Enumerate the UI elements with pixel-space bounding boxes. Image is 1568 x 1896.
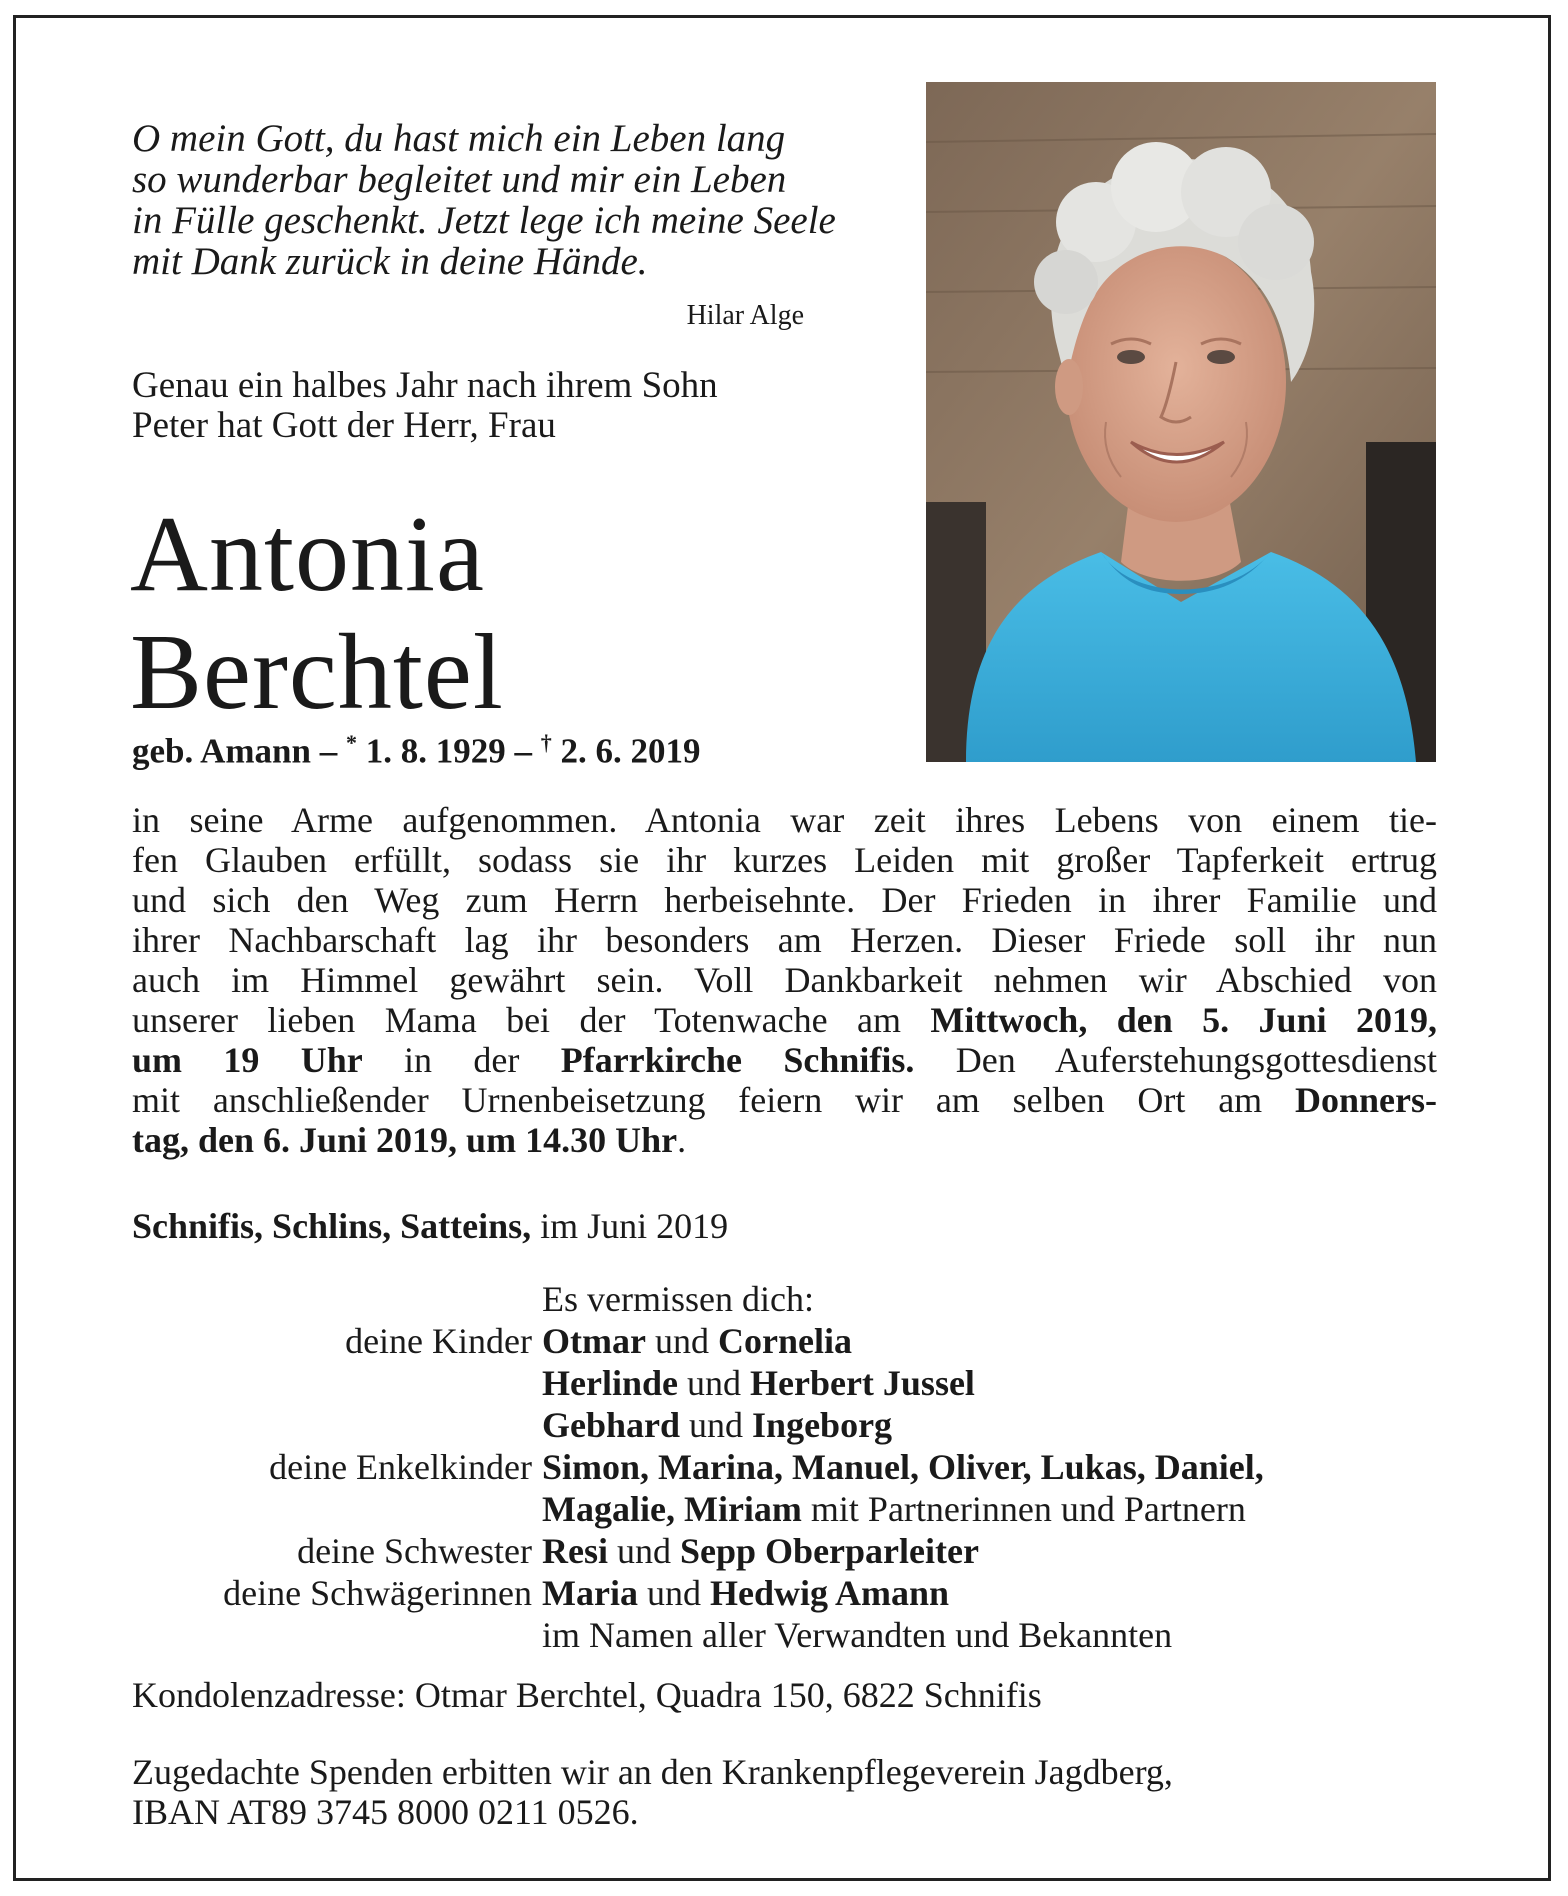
- quote-author: Hilar Alge: [686, 300, 804, 331]
- mourner-name: Gebhard: [542, 1405, 681, 1445]
- donation-info: [132, 1752, 1173, 1832]
- body-text-span: unserer lieben Mama bei der Totenwache am: [132, 1000, 931, 1040]
- relation-label: deine Kinder: [345, 1321, 532, 1361]
- relation-names: [542, 1320, 852, 1362]
- body-line: [132, 1120, 1437, 1160]
- intro-text: [132, 366, 832, 446]
- portrait-illustration: [926, 82, 1436, 762]
- separator: –: [505, 731, 541, 771]
- relation-names: [542, 1530, 979, 1572]
- mourner-name: Otmar: [542, 1321, 646, 1361]
- relation-names: [542, 1572, 949, 1614]
- quote-line: so wunderbar begleitet und mir ein Leben: [132, 158, 787, 201]
- birth-death-line: [132, 730, 700, 772]
- quote-line: O mein Gott, du hast mich ein Leben lang: [132, 117, 786, 160]
- body-text-span: Den Auferstehungsgottesdienst: [914, 1040, 1437, 1080]
- quote-line: in Fülle geschenkt. Jetzt lege ich meine Seele: [132, 199, 836, 242]
- body-line: fen Glauben erfüllt, sodass sie ihr kurzes Leiden mit großer Tapferkeit ertrug: [132, 840, 1437, 880]
- body-text-span: in der: [362, 1040, 561, 1080]
- mourner-name: Simon, Marina, Manuel, Oliver, Lukas, Daniel,: [542, 1447, 1264, 1487]
- relation-label: deine Enkelkinder: [269, 1447, 532, 1487]
- closing-line: im Namen aller Verwandten und Bekannten: [542, 1615, 1173, 1655]
- wake-date: Mittwoch, den 5. Juni 2019,: [930, 1000, 1437, 1040]
- relation-label: deine Schwägerinnen: [223, 1573, 532, 1613]
- deceased-name: [130, 496, 504, 732]
- relation-names: [542, 1404, 892, 1446]
- places: Schnifis, Schlins, Satteins,: [132, 1206, 532, 1246]
- quote: [132, 117, 836, 283]
- last-name: Berchtel: [130, 613, 504, 732]
- family-row: [132, 1320, 1437, 1362]
- donation-line: Zugedachte Spenden erbitten wir an den Krankenpflegeverein Jagdberg,: [132, 1752, 1173, 1792]
- relation-label: deine Schwester: [297, 1531, 532, 1571]
- mourner-name: Herbert Jussel: [749, 1363, 975, 1403]
- mourner-name: Cornelia: [717, 1321, 852, 1361]
- mourner-name: Sepp Oberparleiter: [680, 1531, 979, 1571]
- obituary-body: [132, 800, 1437, 1160]
- body-text-span: .: [677, 1120, 687, 1160]
- first-name: Antonia: [130, 495, 485, 614]
- death-symbol: †: [540, 730, 552, 755]
- family-row: [132, 1572, 1437, 1614]
- body-line: ihrer Nachbarschaft lag ihr besonders am Herzen. Dieser Friede soll ihr nun: [132, 920, 1437, 960]
- intro-line: Genau ein halbes Jahr nach ihrem Sohn: [132, 365, 718, 406]
- place-date-line: [132, 1205, 728, 1247]
- death-date: 2. 6. 2019: [551, 731, 701, 771]
- relation-names: [542, 1446, 1264, 1488]
- connector: und: [608, 1531, 680, 1571]
- iban-line: IBAN AT89 3745 8000 0211 0526.: [132, 1792, 639, 1832]
- label-spacer: [132, 1404, 542, 1446]
- connector: und: [680, 1405, 753, 1445]
- mourner-name: Resi: [542, 1531, 608, 1571]
- body-text-span: mit anschließender Urnenbeisetzung feiern wir am selben Ort am: [132, 1080, 1295, 1120]
- family-heading-row: [132, 1278, 1437, 1320]
- mourner-name: Herlinde: [542, 1363, 678, 1403]
- connector: und: [677, 1363, 750, 1403]
- connector: und: [645, 1321, 718, 1361]
- relation-names: [542, 1488, 1246, 1530]
- wake-time: um 19 Uhr: [132, 1040, 363, 1080]
- mourner-name: Ingeborg: [752, 1405, 893, 1445]
- intro-line: Peter hat Gott der Herr, Frau: [132, 405, 556, 446]
- family-heading: Es vermissen dich:: [542, 1279, 814, 1319]
- service-day: Donners-: [1295, 1080, 1437, 1120]
- family-row: [132, 1404, 1437, 1446]
- body-line: in seine Arme aufgenommen. Antonia war zeit ihres Lebens von einem tie-: [132, 800, 1437, 840]
- connector: und: [637, 1573, 710, 1613]
- mourners-list: [132, 1278, 1437, 1656]
- quote-line: mit Dank zurück in deine Hände.: [132, 240, 648, 283]
- service-date: tag, den 6. Juni 2019, um 14.30 Uhr: [132, 1120, 678, 1160]
- mourner-name: Magalie, Miriam: [542, 1489, 802, 1529]
- connector: mit Partnerinnen und Partnern: [801, 1489, 1246, 1529]
- label-spacer: [132, 1362, 542, 1404]
- body-line: [132, 1000, 1437, 1040]
- condolence-address: Kondolenzadresse: Otmar Berchtel, Quadra 150, 6822 Schnifis: [132, 1675, 1042, 1715]
- birth-date: 1. 8. 1929: [356, 731, 506, 771]
- body-line: [132, 1080, 1437, 1120]
- family-row: [132, 1446, 1437, 1488]
- body-line: auch im Himmel gewährt sein. Voll Dankbarkeit nehmen wir Abschied von: [132, 960, 1437, 1000]
- portrait-photo: [926, 82, 1436, 762]
- separator: –: [310, 731, 346, 771]
- place-date: im Juni 2019: [531, 1206, 729, 1246]
- label-spacer: [132, 1278, 542, 1320]
- relation-names: [542, 1362, 975, 1404]
- family-row: [132, 1530, 1437, 1572]
- family-row: [132, 1362, 1437, 1404]
- mourner-name: Hedwig Amann: [709, 1573, 950, 1613]
- family-row: [132, 1488, 1437, 1530]
- church-name: Pfarrkirche Schnifis.: [560, 1040, 915, 1080]
- body-line: [132, 1040, 1437, 1080]
- family-row: [132, 1614, 1437, 1656]
- maiden-name: geb. Amann: [132, 731, 311, 771]
- label-spacer: [132, 1614, 542, 1656]
- label-spacer: [132, 1488, 542, 1530]
- mourner-name: Maria: [542, 1573, 638, 1613]
- body-line: und sich den Weg zum Herrn herbeisehnte. Der Frieden in ihrer Familie und: [132, 880, 1437, 920]
- birth-symbol: *: [345, 730, 357, 755]
